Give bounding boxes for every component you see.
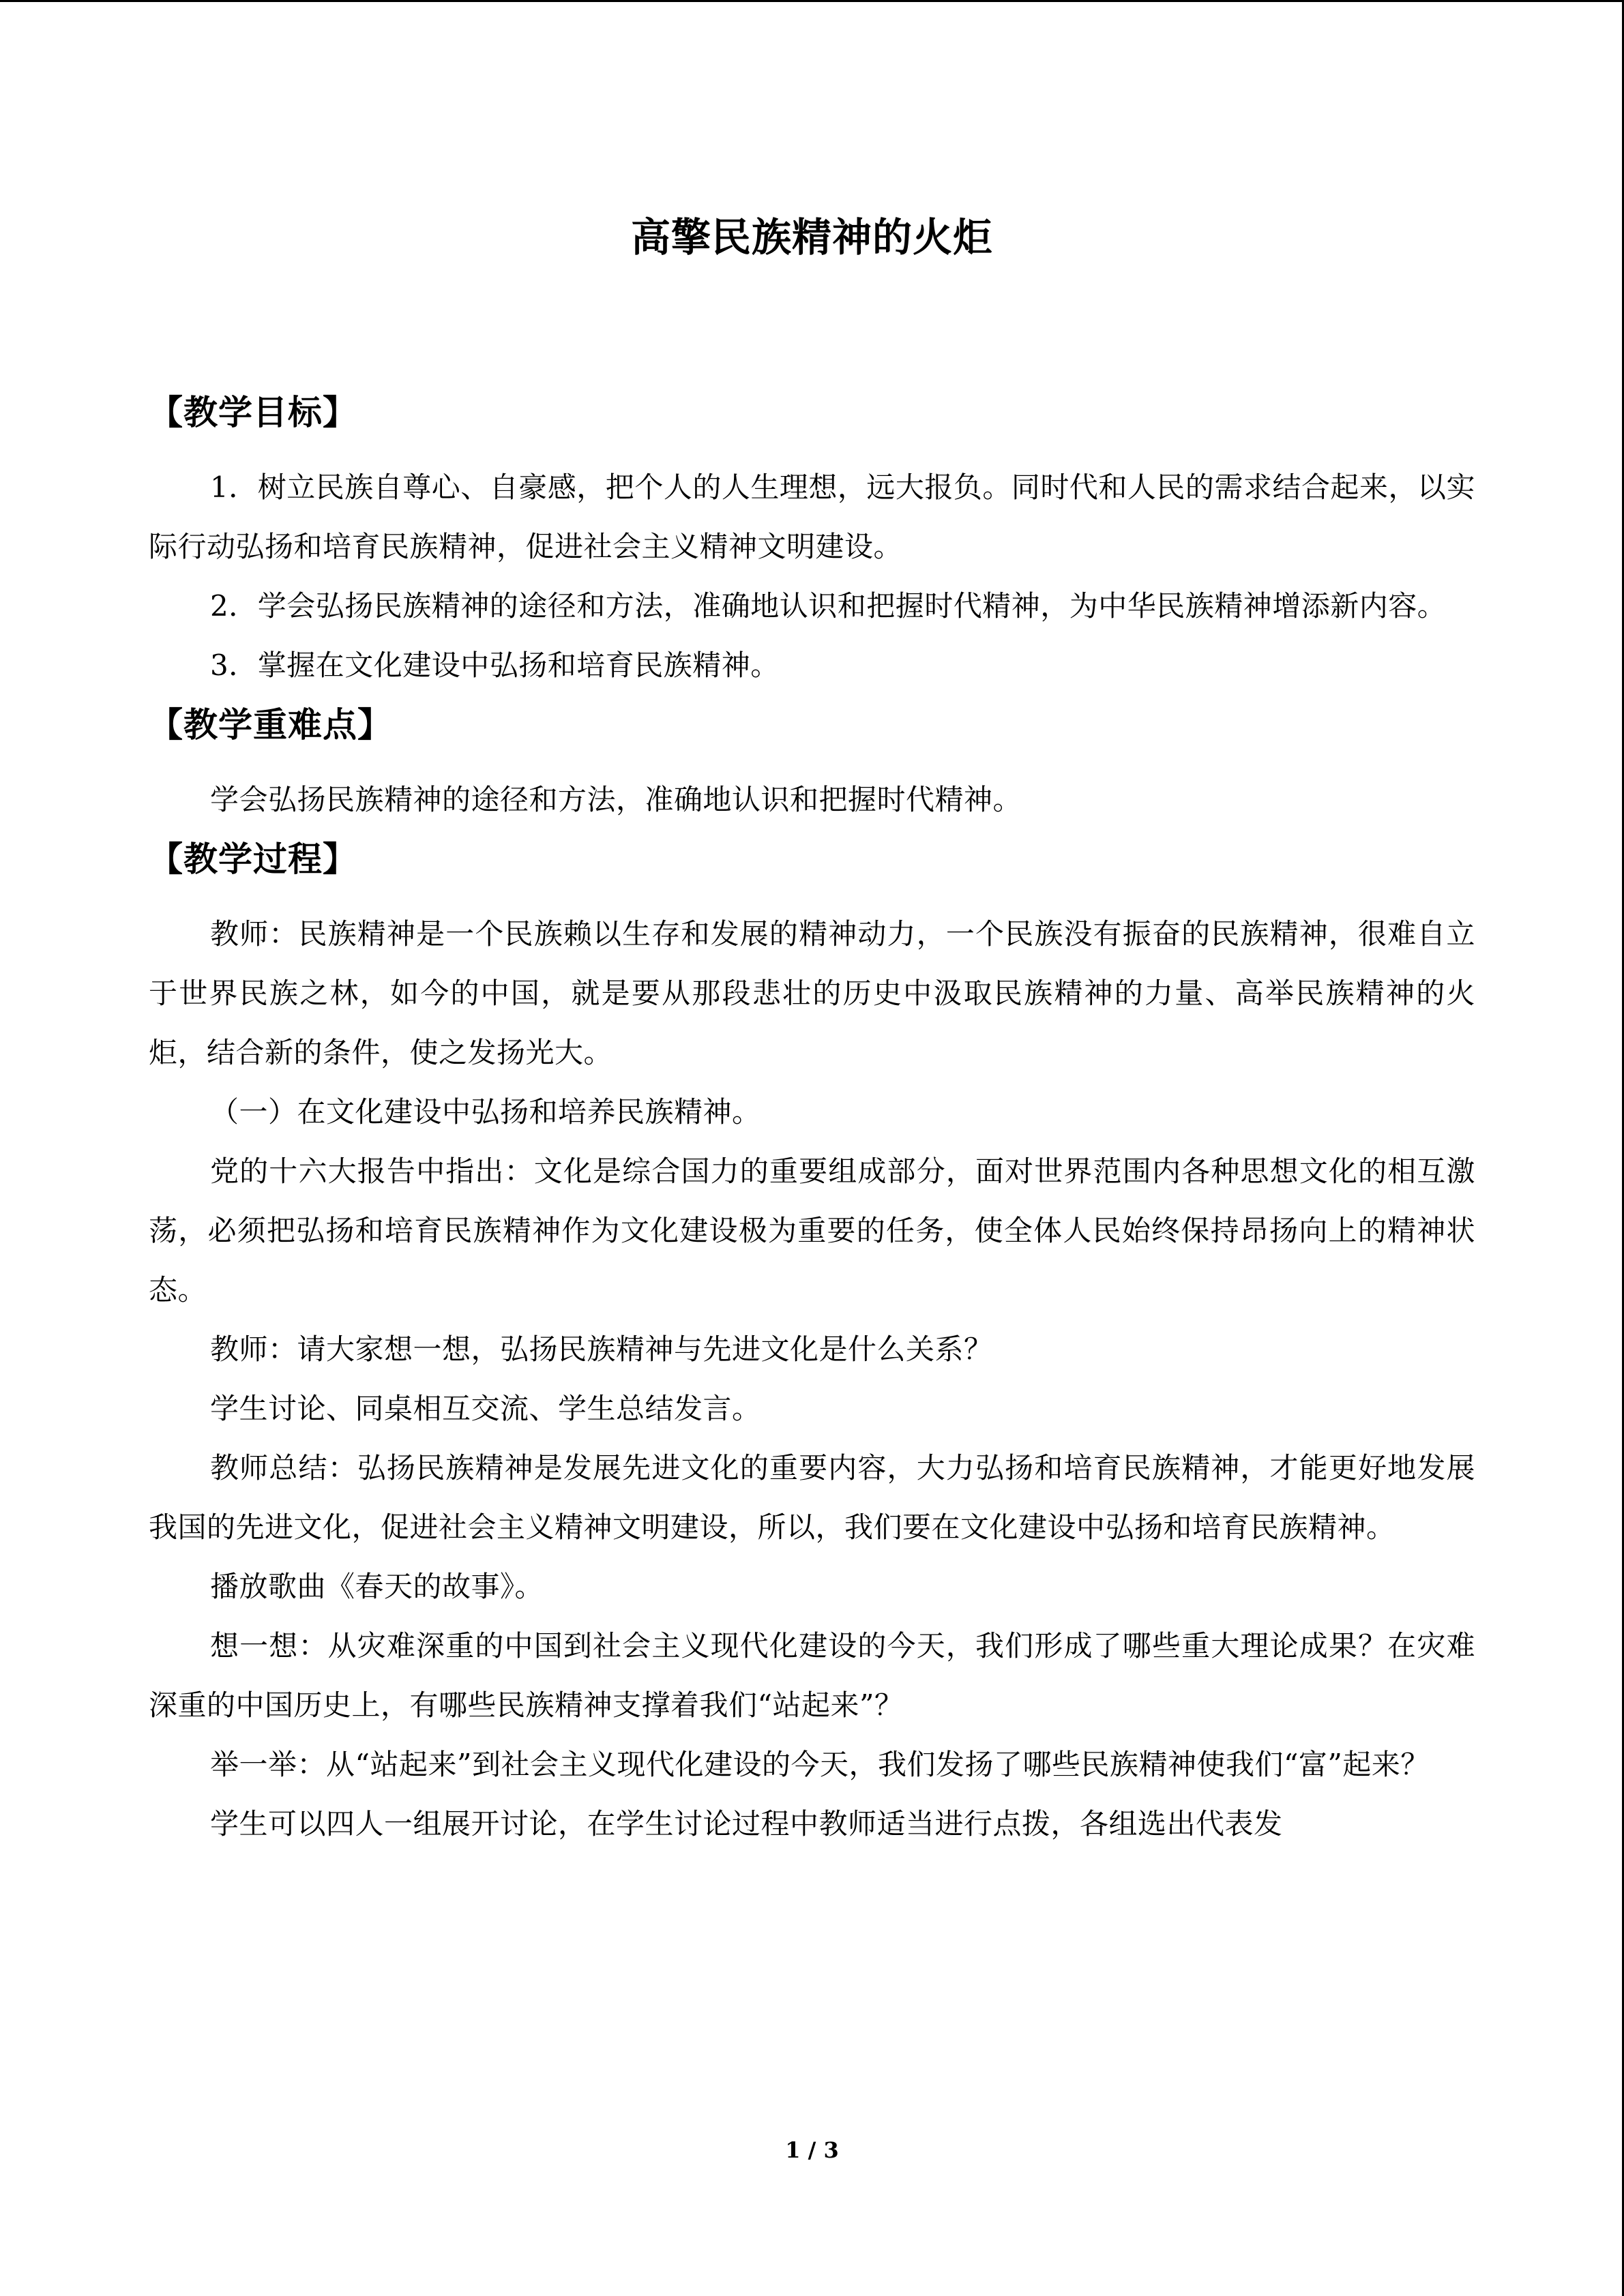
paragraph: 1．树立民族自尊心、自豪感，把个人的人生理想，远大报负。同时代和人民的需求结合起来，以实际行动弘扬和培育民族精神，促进社会主义精神文明建设。 (149, 471, 1475, 563)
paragraph: 2．学会弘扬民族精神的途径和方法，准确地认识和把握时代精神，为中华民族精神增添新内容。 (210, 589, 1447, 623)
paragraph: 教师总结：弘扬民族精神是发展先进文化的重要内容，大力弘扬和培育民族精神，才能更好地发展我国的先进文化，促进社会主义精神文明建设，所以，我们要在文化建设中弘扬和培育民族精神。 (149, 1451, 1475, 1544)
paragraph: 3．掌握在文化建设中弘扬和培育民族精神。 (210, 648, 780, 682)
page-number: 1 / 3 (785, 2137, 839, 2163)
section-heading: 【教学过程】 (149, 839, 357, 879)
paragraph: 举一举：从“站起来”到社会主义现代化建设的今天，我们发扬了哪些民族精神使我们“富”起来？ (210, 1748, 1430, 1781)
paragraph: 教师：请大家想一想，弘扬民族精神与先进文化是什么关系？ (210, 1332, 993, 1366)
document-body (149, 383, 1475, 1853)
paragraph: 党的十六大报告中指出：文化是综合国力的重要组成部分，面对世界范围内各种思想文化的相互激荡，必须把弘扬和培育民族精神作为文化建设极为重要的任务，使全体人民始终保持昂扬向上的精神状态。 (149, 1154, 1475, 1307)
paragraph: （一）在文化建设中弘扬和培养民族精神。 (210, 1095, 761, 1129)
section-teaching-goals (149, 383, 1475, 695)
paragraph: 学生可以四人一组展开讨论，在学生讨论过程中教师适当进行点拨，各组选出代表发 (210, 1807, 1283, 1840)
document-title: 高擎民族精神的火炬 (630, 214, 993, 260)
section-teaching-process (149, 829, 1475, 1853)
section-key-points (149, 695, 1475, 829)
paragraph: 学生讨论、同桌相互交流、学生总结发言。 (210, 1392, 761, 1425)
section-heading: 【教学重难点】 (149, 705, 392, 745)
paragraph: 播放歌曲《春天的故事》。 (210, 1570, 544, 1603)
paragraph: 想一想：从灾难深重的中国到社会主义现代化建设的今天，我们形成了哪些重大理论成果？在灾难深重的中国历史上，有哪些民族精神支撑着我们“站起来”？ (149, 1629, 1475, 1722)
paragraph: 学会弘扬民族精神的途径和方法，准确地认识和把握时代精神。 (210, 783, 1022, 816)
paragraph: 教师：民族精神是一个民族赖以生存和发展的精神动力，一个民族没有振奋的民族精神，很难自立于世界民族之林，如今的中国，就是要从那段悲壮的历史中汲取民族精神的力量、高举民族精神的火炬，结合新的条件，使之发扬光大。 (149, 917, 1475, 1069)
section-heading: 【教学目标】 (149, 393, 357, 432)
